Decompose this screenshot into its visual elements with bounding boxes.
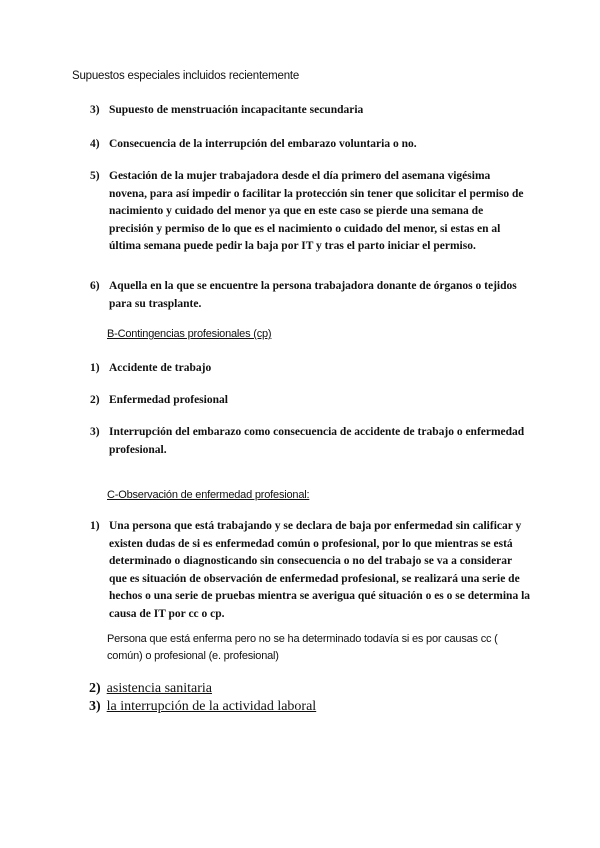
list-item: [90, 278, 530, 313]
item-text: Gestación de la mujer trabajadora desde el día primero del asemana vigésima novena, para así impedir o facilitar la protección sin tener que solicitar el permiso de nacimiento y cuidado del menor ya que en este caso se pierde una semana de precisión y permiso de lo que es el nacimiento o cuidado del menor, si estas en al última semana puede pedir la baja por IT y tras el parto iniciar el permiso.: [109, 170, 524, 252]
item-text: la interrupción de la actividad laboral: [106, 699, 317, 714]
intro-text: Supuestos especiales incluidos recientemente: [72, 70, 300, 82]
section-heading: C-Observación de enfermedad profesional:: [107, 489, 310, 501]
item-text: Aquella en la que se encuentre la persona trabajadora donante de órganos o tejidos para su trasplante.: [109, 280, 517, 310]
list-item: [90, 518, 530, 623]
item-text: Enfermedad profesional: [109, 394, 228, 406]
list-item: [90, 392, 530, 410]
item-text: Supuesto de menstruación incapacitante secundaria: [109, 104, 364, 116]
item-number: 3): [89, 699, 101, 714]
item-text: Consecuencia de la interrupción del embarazo voluntaria o no.: [109, 138, 417, 150]
list-item: [90, 136, 530, 154]
item-text: Una persona que está trabajando y se declara de baja por enfermedad sin calificar y existen dudas de si es enfermedad común o profesional, por lo que mientras se está determinado o diagnosticando sin consecuencia o no del trabajo se va a considerar que es situación de observación de enfermedad profesional, se realizará una serie de hechos o una serie de pruebas mientra se averigua qué situación o es o se determina la causa de IT por cc o cp.: [109, 520, 531, 620]
item-number: 4): [90, 138, 100, 150]
item-text: Accidente de trabajo: [109, 362, 212, 374]
item-text: asistencia sanitaria: [106, 681, 213, 696]
list-item: [90, 168, 530, 256]
list-item: [89, 680, 212, 698]
item-number: 6): [90, 280, 100, 292]
note-text: Persona que está enferma pero no se ha determinado todavía si es por causas cc ( común) o profesional (e. profesional): [107, 633, 498, 662]
section-heading: B-Contingencias profesionales (cp): [107, 328, 272, 340]
list-item: [90, 424, 530, 459]
item-number: 2): [90, 394, 100, 406]
item-number: 1): [90, 520, 100, 532]
list-item: [90, 102, 530, 120]
item-number: 5): [90, 170, 100, 182]
list-item: [90, 360, 530, 378]
list-item: [89, 698, 316, 716]
item-number: 3): [90, 104, 100, 116]
item-text: Interrupción del embarazo como consecuencia de accidente de trabajo o enfermedad profesional.: [109, 426, 525, 456]
item-number: 1): [90, 362, 100, 374]
item-number: 3): [90, 426, 100, 438]
item-number: 2): [89, 681, 101, 696]
